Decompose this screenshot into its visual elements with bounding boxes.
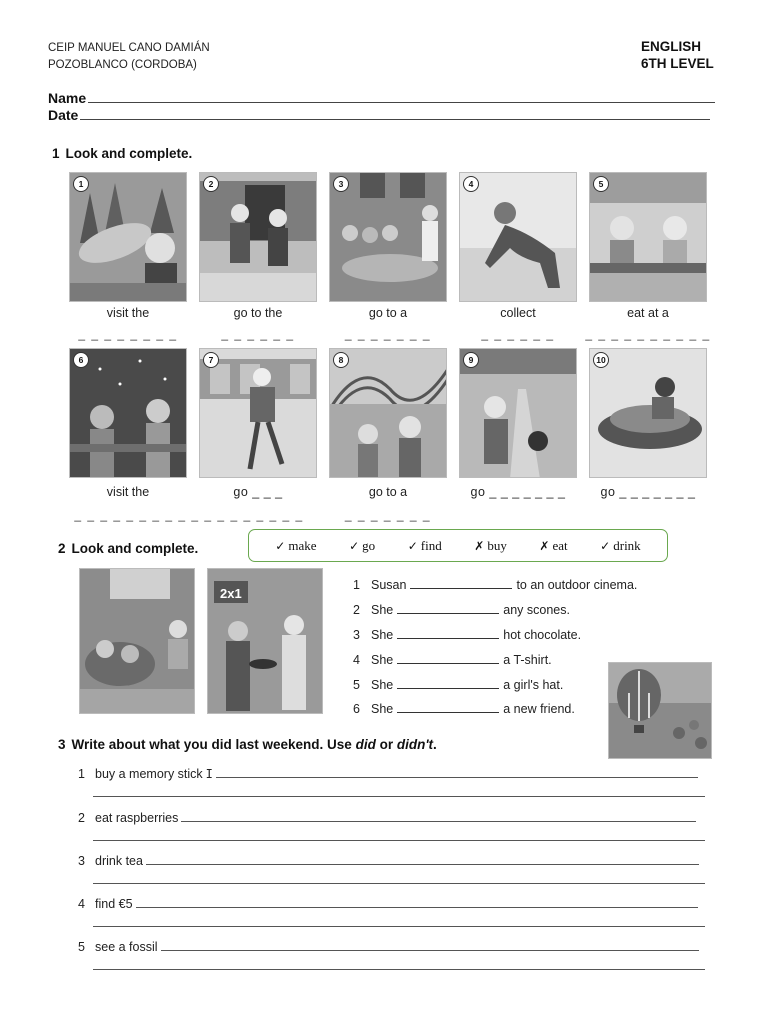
caption-3: go to a	[368, 306, 408, 320]
picture-4	[459, 172, 577, 302]
picture-10-art	[590, 349, 707, 478]
picture-5-art	[590, 173, 707, 302]
answer-gap-6[interactable]	[397, 701, 499, 713]
sentence-number: 6	[353, 702, 360, 716]
answer-gap-2[interactable]	[397, 602, 499, 614]
picture-9	[459, 348, 577, 478]
picture-8-art	[330, 349, 447, 478]
row-prompt: drink tea	[95, 854, 143, 868]
answer-line-2b[interactable]	[93, 840, 705, 841]
sentence-start: Susan	[371, 578, 407, 592]
picture-6-number: 6	[73, 352, 89, 368]
picture-3-number: 3	[333, 176, 349, 192]
section-2-title-text: Look and complete.	[71, 541, 199, 556]
picture-3-art	[330, 173, 447, 302]
answer-line-4[interactable]	[136, 896, 698, 908]
row-number: 3	[78, 854, 85, 868]
word-drink	[600, 538, 641, 554]
section-3-title	[58, 737, 437, 752]
section-3-title-or: or	[375, 737, 397, 752]
name-field[interactable]	[48, 90, 715, 106]
sentence-end: hot chocolate.	[503, 628, 582, 642]
picture-balloon-art	[609, 663, 712, 759]
row-prompt: find €5	[95, 897, 133, 911]
answer-gap-4[interactable]	[397, 652, 499, 664]
section-3-title-didnt: didn't	[396, 737, 434, 752]
answer-line-1b[interactable]	[93, 796, 705, 797]
word-label: go	[362, 537, 376, 553]
section-3-title-text: Write about what you did last weekend. Use	[71, 737, 356, 752]
sentence-number: 2	[353, 603, 360, 617]
section-3-number: 3	[58, 737, 66, 752]
cross-icon: ✗	[474, 538, 485, 553]
answer-line-5[interactable]	[161, 939, 699, 951]
picture-4-number: 4	[463, 176, 479, 192]
name-line[interactable]	[88, 90, 715, 103]
word-eat	[539, 538, 567, 554]
picture-cinema-art	[80, 569, 195, 714]
subject-line-2: 6TH LEVEL	[641, 56, 714, 71]
answer-line-3[interactable]	[146, 853, 699, 865]
section-2-title	[58, 541, 198, 556]
caption-9[interactable]: go _ _ _ _ _ _ _	[470, 485, 566, 499]
school-line-2: POZOBLANCO (CORDOBA)	[48, 59, 197, 71]
sentence-number: 1	[353, 578, 360, 592]
section-3-title-did: did	[355, 737, 376, 752]
answer-blank-1[interactable]: _ _ _ _ _ _ _ _	[78, 327, 178, 341]
date-line[interactable]	[80, 107, 710, 120]
subject-level	[641, 38, 714, 72]
sentence-1	[353, 577, 637, 592]
answer-line-4b[interactable]	[93, 926, 705, 927]
word-label: drink	[613, 537, 641, 553]
word-label: buy	[487, 537, 507, 553]
row-number: 5	[78, 940, 85, 954]
answer-blank-4[interactable]: _ _ _ _ _ _	[481, 327, 555, 341]
caption-1: visit the	[106, 306, 150, 320]
section-1-number: 1	[52, 146, 60, 161]
picture-4-art	[460, 173, 577, 302]
row-prompt: buy a memory stick	[95, 767, 203, 781]
caption-2: go to the	[233, 306, 283, 320]
name-label: Name	[48, 90, 87, 106]
write-row-5	[78, 939, 699, 954]
sentence-number: 5	[353, 678, 360, 692]
picture-8	[329, 348, 447, 478]
section-1-title	[52, 146, 192, 161]
sentence-3	[353, 627, 581, 642]
answer-gap-1[interactable]	[410, 577, 512, 589]
sentence-end: a new friend.	[503, 702, 575, 716]
sentence-6	[353, 701, 575, 716]
sign-text: 2x1	[220, 586, 242, 601]
sentence-5	[353, 677, 563, 692]
caption-6: visit the	[106, 485, 150, 499]
check-icon: ✓	[407, 538, 418, 553]
caption-7[interactable]: go _ _ _	[233, 485, 283, 499]
picture-balloon	[608, 662, 712, 759]
answer-line-3b[interactable]	[93, 883, 705, 884]
answer-line-2[interactable]	[181, 810, 696, 822]
write-row-4	[78, 896, 698, 911]
row-number: 2	[78, 811, 85, 825]
caption-4: collect	[500, 306, 536, 320]
picture-5	[589, 172, 707, 302]
word-buy	[474, 538, 507, 554]
sentence-end: a girl's hat.	[503, 678, 564, 692]
picture-10-number: 10	[593, 352, 609, 368]
sentence-start: She	[371, 628, 394, 642]
sentence-start: She	[371, 603, 394, 617]
sentence-4	[353, 652, 552, 667]
sentence-end: to an outdoor cinema.	[516, 578, 638, 592]
picture-7-number: 7	[203, 352, 219, 368]
word-make	[275, 538, 316, 554]
answer-blank-6[interactable]: _ _ _ _ _ _ _ _ _ _ _ _ _ _ _ _ _ _	[74, 508, 304, 522]
write-row-3	[78, 853, 699, 868]
row-prompt: eat raspberries	[95, 811, 179, 825]
row-number: 1	[78, 767, 85, 781]
date-field[interactable]	[48, 107, 710, 123]
row-number: 4	[78, 897, 85, 911]
date-label: Date	[48, 107, 79, 123]
row-prompt: see a fossil	[95, 940, 158, 954]
picture-8-number: 8	[333, 352, 349, 368]
word-go	[349, 538, 375, 554]
answer-blank-3[interactable]: _ _ _ _ _ _ _	[344, 327, 432, 341]
picture-7-art	[200, 349, 317, 478]
picture-9-art	[460, 349, 577, 478]
picture-2	[199, 172, 317, 302]
section-2-number: 2	[58, 541, 66, 556]
write-row-2	[78, 810, 696, 825]
picture-6	[69, 348, 187, 478]
check-icon: ✓	[349, 538, 360, 553]
sentence-start: She	[371, 678, 394, 692]
word-label: make	[288, 537, 317, 553]
picture-market	[207, 568, 323, 714]
sentence-number: 3	[353, 628, 360, 642]
cross-icon: ✗	[539, 538, 550, 553]
picture-1-number: 1	[73, 176, 89, 192]
caption-10[interactable]: go _ _ _ _ _ _ _	[600, 485, 696, 499]
picture-7	[199, 348, 317, 478]
check-icon: ✓	[600, 538, 611, 553]
word-label: eat	[552, 537, 568, 553]
text-cursor-icon: I	[205, 767, 213, 781]
answer-blank-8[interactable]: _ _ _ _ _ _ _	[344, 508, 432, 522]
sentence-start: She	[371, 702, 394, 716]
check-icon: ✓	[275, 538, 286, 553]
picture-1-art	[70, 173, 187, 302]
school-name	[48, 40, 210, 74]
answer-line-5b[interactable]	[93, 969, 705, 970]
word-find	[408, 538, 442, 554]
school-line-1: CEIP MANUEL CANO DAMIÁN	[48, 42, 210, 54]
picture-3	[329, 172, 447, 302]
section-3-title-end: .	[433, 737, 437, 752]
sentence-end: any scones.	[503, 603, 570, 617]
picture-5-number: 5	[593, 176, 609, 192]
sentence-end: a T-shirt.	[503, 653, 552, 667]
picture-1	[69, 172, 187, 302]
sentence-2	[353, 602, 570, 617]
picture-2-art	[200, 173, 317, 302]
answer-line-1[interactable]	[216, 766, 698, 778]
picture-6-art	[70, 349, 187, 478]
answer-blank-2[interactable]: _ _ _ _ _ _	[221, 327, 295, 341]
caption-5: eat at a	[627, 306, 669, 320]
answer-gap-3[interactable]	[397, 627, 499, 639]
answer-gap-5[interactable]	[397, 677, 499, 689]
caption-8: go to a	[368, 485, 408, 499]
picture-cinema	[79, 568, 195, 714]
subject-line-1: ENGLISH	[641, 39, 702, 54]
picture-10	[589, 348, 707, 478]
word-label: find	[420, 537, 442, 553]
answer-blank-5[interactable]: _ _ _ _ _ _ _ _ _ _	[585, 327, 711, 341]
sentence-number: 4	[353, 653, 360, 667]
section-1-title-text: Look and complete.	[65, 146, 193, 161]
write-row-1	[78, 766, 698, 781]
picture-market-art	[208, 569, 323, 714]
picture-2-number: 2	[203, 176, 219, 192]
picture-9-number: 9	[463, 352, 479, 368]
sentence-start: She	[371, 653, 394, 667]
word-box	[248, 529, 668, 562]
